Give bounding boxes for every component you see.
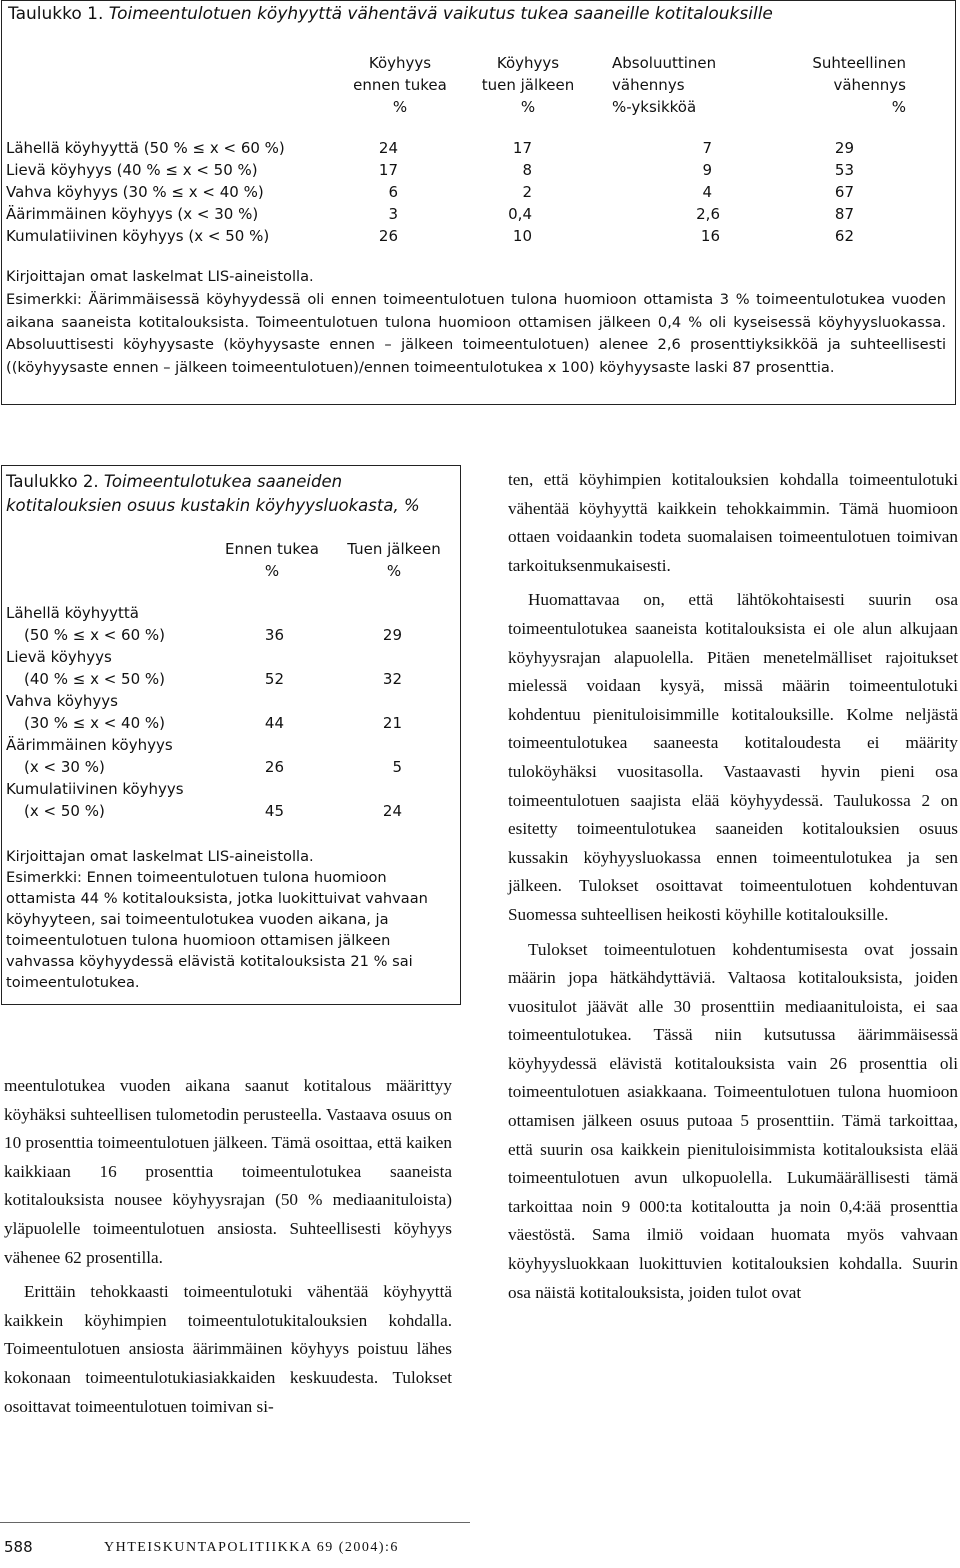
table-1-cell: 3	[388, 205, 398, 223]
table-2-row-label	[6, 778, 184, 822]
table-1-row-label: Lähellä köyhyyttä (50 % ≤ x < 60 %)	[6, 139, 285, 157]
header-line: %-yksikköä	[612, 98, 697, 116]
row-label-line: Kumulatiivinen köyhyys	[6, 780, 184, 798]
table-1-cell: 17	[512, 139, 532, 157]
table-1-cell: 87	[834, 205, 854, 223]
table-1-cell: 29	[834, 139, 854, 157]
table-2-title-prefix: Taulukko 2.	[6, 472, 99, 491]
paragraph: Erittäin tehokkaasti toimeentulotuki vähentää köyhyyttä kaikkein köyhimpien toimeentulotukitalouksien kohdalla. Toimeentulotuen ansiosta äärimmäinen köyhyys poistuu lähes kokonaan toimeentulotukiasiakkaiden keskuudesta. Tulokset osoittavat toimeentulotuen toimivan si-	[4, 1282, 452, 1416]
table-2-cell: 29	[382, 626, 402, 644]
table-1-cell: 2,6	[696, 205, 720, 223]
header-line: vähennys	[833, 76, 906, 94]
table-1-header-col-2	[462, 52, 594, 118]
table-1-example: Esimerkki: Äärimmäisessä köyhyydessä oli ennen toimeentulotuen tulona huomioon ottamista 3 % toimeentulotukea vuoden aikana saaneista kotitalouksista. Toimeentulotuen tulona huomioon ottamisen jälkeen 0,4 % oli kyseisessä köyhyysluokassa. Absoluuttisesti köyhyysaste (köyhyysaste ennen – jälkeen toimeentulotuen) alenee 2,6 prosenttiyksikköä ja suhteellisesti ((köyhyysaste ennen – jälkeen toimeentulotuen)/ennen toimeentulotukea x 100) köyhyysaste laski 87 prosenttia.	[6, 291, 946, 376]
table-2-row-label	[6, 602, 165, 646]
header-line: %	[891, 98, 906, 116]
table-1-cell: 6	[388, 183, 398, 201]
table-1-cell: 67	[834, 183, 854, 201]
header-line: %	[386, 562, 402, 580]
table-1-cell: 4	[702, 183, 712, 201]
table-1-cell: 24	[378, 139, 398, 157]
table-2-notes	[6, 846, 452, 993]
table-1-cell: 10	[512, 227, 532, 245]
row-label-line: (40 % ≤ x < 50 %)	[24, 670, 166, 688]
paragraph: meentulotukea vuoden aikana saanut kotitalous määrittyy köyhäksi suhteellisen tulometodin perusteella. Vastaava osuus on 10 prosenttia toimeentulotuen jälkeen. Tämä osoittaa, että kaiken kaikkiaan 16 prosenttia toimeentulotukea saaneista kotitalouksista nousee köyhyysrajan (50 % mediaanituloista) yläpuolelle toimeentulotuen ansiosta. Suhteellisesti köyhyys vähenee 62 prosentilla.	[4, 1076, 452, 1267]
table-1-header-col-1	[340, 52, 460, 118]
header-line: Suhteellinen	[812, 54, 906, 72]
table-2-title	[6, 470, 446, 518]
header-line: ennen tukea	[353, 76, 447, 94]
header-line: %	[520, 98, 536, 116]
table-2-cell: 5	[392, 758, 402, 776]
table-2-cell: 32	[382, 670, 402, 688]
right-column-text	[508, 466, 958, 1307]
paragraph: Tulokset toimeentulotuen kohdentumisesta ovat jossain määrin jopa hätkähdyttäviä. Valtaosa kotitalouksista, joiden vuositulot jäävät alle 30 prosenttiin mediaanituloista, ei saa toimeentulotukea. Tässä niin kutsutussa äärimmäisessä köyhyydessä elävistä kotitalouksista vain 26 prosenttia oli toimeentulotuen asiakkaana. Toimeentulotuen tulona huomioon ottamisen jälkeen osuus putoaa 5 prosenttiin. Tämä tarkoittaa, että suurin osa kaikkein pienituloisimmista kotitalouksista elää toimeentulotuen avun ulkopuolella. Lukumäärällisesti tämä tarkoittaa noin 9 000:ta kotitaloutta ja noin 0,4:ää prosenttia väestöstä. Sama ilmiö voidaan huomata myös vahvaan köyhyysluokkaan luokittuvien kotitalouksien kohdalla. Suurin osa näistä kotitalouksista, joiden tulot ovat	[508, 939, 958, 1302]
table-1-title-prefix: Taulukko 1.	[8, 4, 104, 24]
table-1-cell: 17	[378, 161, 398, 179]
table-2-cell: 21	[382, 714, 402, 732]
row-label-line: Äärimmäinen köyhyys	[6, 736, 173, 754]
table-2-row-label	[6, 734, 173, 778]
table-1-cell: 7	[702, 139, 712, 157]
table-2-source: Kirjoittajan omat laskelmat LIS-aineistolla.	[6, 848, 314, 865]
header-line: %	[264, 562, 280, 580]
header-line: Köyhyys	[368, 54, 432, 72]
table-1-header-col-3	[612, 52, 752, 118]
header-line: %	[392, 98, 408, 116]
table-1-title-text: Toimeentulotuen köyhyyttä vähentävä vaikutus tukea saaneille kotitalouksille	[108, 4, 773, 24]
table-2-title-text: Toimeentulotukea saaneiden kotitalouksien osuus kustakin köyhyysluokasta, %	[6, 472, 420, 515]
table-1-cell: 26	[378, 227, 398, 245]
paragraph: Huomattavaa on, että lähtökohtaisesti suurin osa toimeentulotukea saaneista kotitalouksista ei ole alun alkujaan köyhyysrajan alapuolella. Pitäen menetelmälliset rajoitukset mielessä voidaan kysyä, missä määrin toimeentulotuki kohdentuu pienituloisimmille kotitalouksille. Kolme neljästä toimeentulotukea saaneesta kotitaloudesta ei määrity tuloköyhäksi vuositasolla. Vastaavasti hyvin pieni osa toimeentulotuen saajista elää köyhyydessä. Taulukossa 2 on esitetty toimeentulotukea saaneiden kotitalouksien osuus kussakin köyhyysluokassa ennen toimeentulotukea ja sen jälkeen. Tulokset osoittavat toimeentulotuen kohdentuvan Suomessa suhteellisen heikosti köyhille kotitalouksille.	[508, 590, 958, 924]
table-1-cell: 8	[522, 161, 532, 179]
row-label-line: (50 % ≤ x < 60 %)	[24, 626, 166, 644]
header-line: Köyhyys	[496, 54, 560, 72]
table-2-row-label	[6, 690, 165, 734]
header-line: tuen jälkeen	[481, 76, 575, 94]
page-number: 588	[4, 1538, 33, 1556]
table-2-header-col-1	[214, 538, 330, 582]
journal-title: YHTEISKUNTAPOLITIIKKA 69 (2004):6	[104, 1540, 399, 1555]
table-1-row-label: Lievä köyhyys (40 % ≤ x < 50 %)	[6, 161, 258, 179]
table-1-title	[8, 4, 773, 24]
row-label-line: Vahva köyhyys	[6, 692, 118, 710]
table-1-header-col-4	[780, 52, 906, 118]
table-2-cell: 24	[382, 802, 402, 820]
table-1-cell: 62	[834, 227, 854, 245]
table-2-cell: 45	[264, 802, 284, 820]
table-1-row-label: Kumulatiivinen köyhyys (x < 50 %)	[6, 227, 270, 245]
footer-divider	[0, 1522, 470, 1523]
table-2-cell: 36	[264, 626, 284, 644]
table-2-header-col-2	[336, 538, 452, 582]
row-label-line: Lievä köyhyys	[6, 648, 112, 666]
header-line: vähennys	[612, 76, 685, 94]
table-1-cell: 53	[834, 161, 854, 179]
table-1-row-label: Vahva köyhyys (30 % ≤ x < 40 %)	[6, 183, 264, 201]
table-1-cell: 16	[700, 227, 720, 245]
row-label-line: (x < 30 %)	[24, 758, 105, 776]
paragraph: ten, että köyhimpien kotitalouksien kohdalla toimeentulotuki vähentää köyhyyttä kaikkein tehokkaimmin. Tämä huomioon ottaen voidaankin todeta suomalaisen toimeentulotuen toimivan tarkoituksenmukaisesti.	[508, 470, 958, 575]
header-line: Tuen jälkeen	[347, 540, 441, 558]
row-label-line: (30 % ≤ x < 40 %)	[24, 714, 166, 732]
table-1-cell: 2	[522, 183, 532, 201]
table-2-cell: 26	[264, 758, 284, 776]
table-1-cell: 0,4	[508, 205, 532, 223]
header-line: Ennen tukea	[225, 540, 319, 558]
table-1-source: Kirjoittajan omat laskelmat LIS-aineistolla.	[6, 268, 314, 285]
table-2-cell: 52	[264, 670, 284, 688]
header-line: Absoluuttinen	[612, 54, 717, 72]
table-2-example: Esimerkki: Ennen toimeentulotuen tulona huomioon ottamista 44 % kotitalouksista, jotka luokittuivat vahvaan köyhyyteen, sai toimeentulotukea vuoden aikana, ja toimeentulotuen tulona huomioon ottamisen jälkeen vahvassa köyhyydessä elävistä kotitalouksista 21 % sai toimeentulotukea.	[6, 869, 428, 991]
row-label-line: (x < 50 %)	[24, 802, 105, 820]
row-label-line: Lähellä köyhyyttä	[6, 604, 140, 622]
table-1-row-label: Äärimmäinen köyhyys (x < 30 %)	[6, 205, 259, 223]
table-2-row-label	[6, 646, 165, 690]
table-1-cell: 9	[702, 161, 712, 179]
left-column-text	[4, 1072, 452, 1421]
table-2-cell: 44	[264, 714, 284, 732]
